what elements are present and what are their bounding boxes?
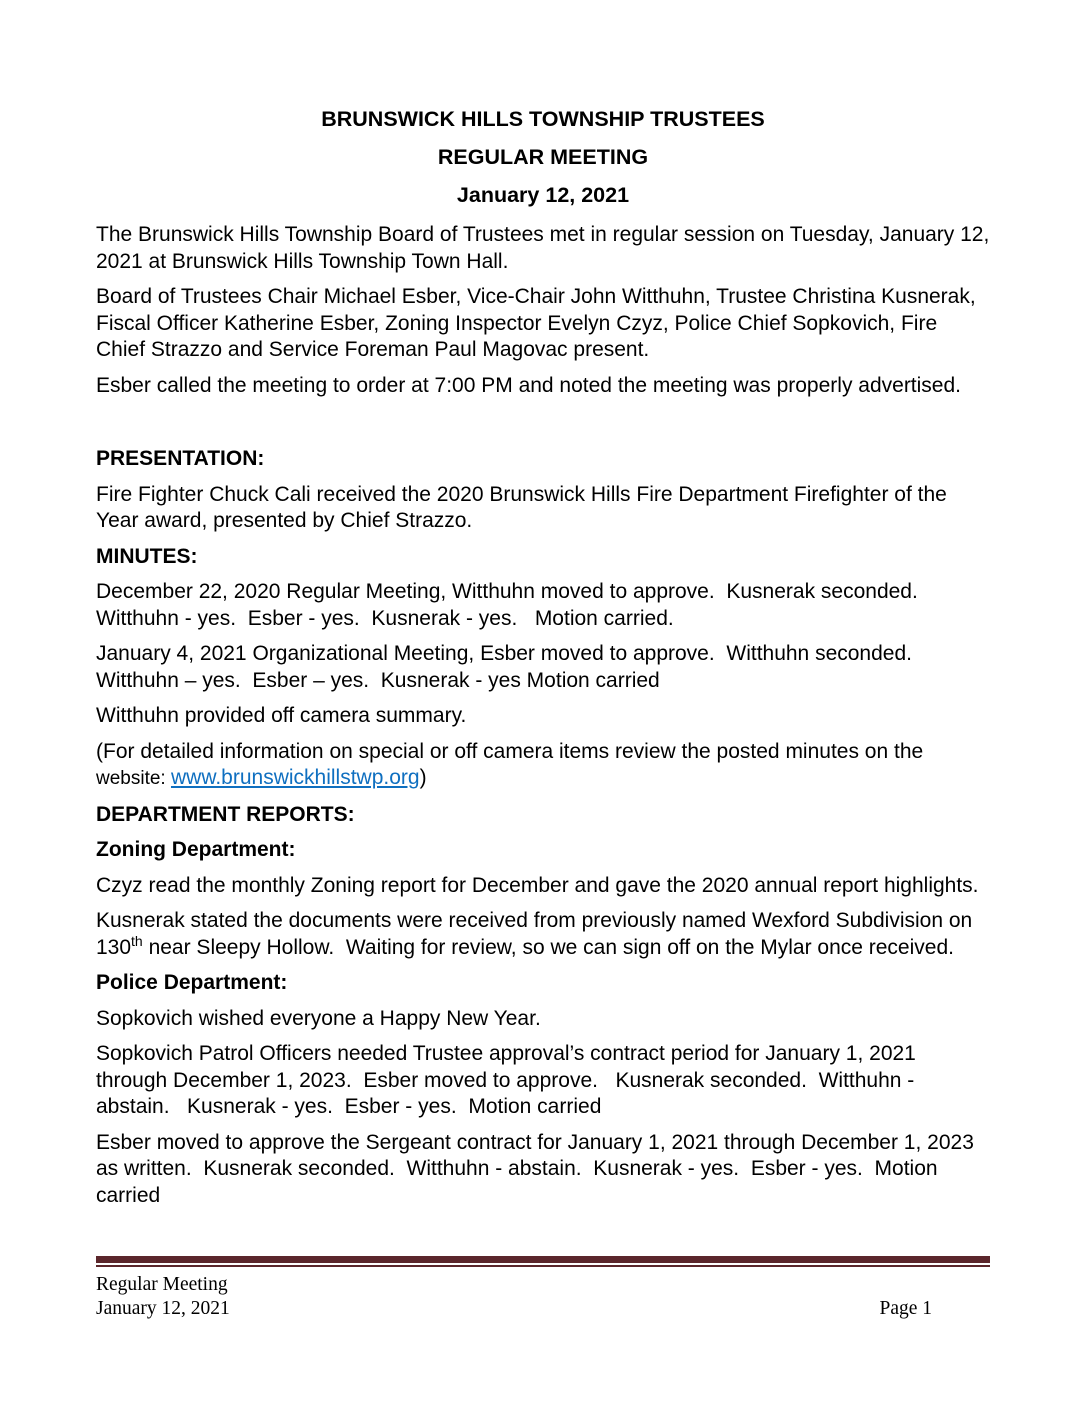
department-reports-heading: DEPARTMENT REPORTS: — [96, 802, 355, 826]
footer-rule-thin — [96, 1265, 990, 1267]
zoning-paragraph-2-text: Kusnerak stated the documents were received from previously named Wexford Subdivision on 130 — [96, 909, 979, 959]
police-paragraph-3: Esber moved to approve the Sergeant contract for January 1, 2021 through December 1, 2023 as written. Kusnerak seconded. Witthuhn - abstain. Kusnerak - yes. Esber - yes. Motion carried — [96, 1130, 980, 1207]
ordinal-superscript: th — [131, 932, 143, 949]
document-title: BRUNSWICK HILLS TOWNSHIP TRUSTEES — [321, 107, 765, 131]
minutes-paragraph-2: January 4, 2021 Organizational Meeting, Esber moved to approve. Witthuhn seconded. Witthuhn – yes. Esber – yes. Kusnerak - yes Motion carried — [96, 642, 924, 692]
minutes-note-prefix: (For detailed information on special or off camera items review the posted minutes on the — [96, 739, 930, 763]
police-paragraph-1: Sopkovich wished everyone a Happy New Year. — [96, 1006, 541, 1030]
zoning-department-heading: Zoning Department: — [96, 838, 296, 861]
minutes-note-suffix: ) — [419, 766, 427, 789]
zoning-paragraph-2 — [96, 908, 990, 961]
presentation-paragraph: Fire Fighter Chuck Cali received the 2020 Brunswick Hills Fire Department Firefighter of the Year award, presented by Chief Strazzo. — [96, 482, 953, 532]
minutes-note-paragraph — [96, 739, 990, 793]
presentation-heading: PRESENTATION: — [96, 447, 265, 470]
footer-meeting-info — [96, 1273, 230, 1320]
minutes-heading: MINUTES: — [96, 544, 198, 568]
minutes-paragraph-3: Witthuhn provided off camera summary. — [96, 704, 467, 727]
zoning-paragraph-1: Czyz read the monthly Zoning report for December and gave the 2020 annual report highlights. — [96, 873, 979, 897]
intro-paragraph-1: The Brunswick Hills Township Board of Trustees met in regular session on Tuesday, January 12, 2021 at Brunswick Hills Township Town Hall. — [96, 223, 996, 273]
page-footer — [96, 1256, 990, 1320]
minutes-note-website-label: website: — [96, 768, 171, 789]
footer-rule-thick — [96, 1256, 990, 1263]
footer-meeting-date: January 12, 2021 — [96, 1297, 230, 1319]
minutes-paragraph-1: December 22, 2020 Regular Meeting, Witthuhn moved to approve. Kusnerak seconded. Witthuhn - yes. Esber - yes. Kusnerak - yes. Motion carried. — [96, 580, 930, 630]
footer-meeting-type: Regular Meeting — [96, 1274, 228, 1295]
document-subtitle: REGULAR MEETING — [437, 145, 649, 169]
intro-paragraph-3: Esber called the meeting to order at 7:00 PM and noted the meeting was properly advertised. — [96, 373, 961, 397]
intro-paragraph-2: Board of Trustees Chair Michael Esber, Vice-Chair John Witthuhn, Trustee Christina Kusnerak, Fiscal Officer Katherine Esber, Zoning Inspector Evelyn Czyz, Police Chief Sopkovich, Fire Chief Strazzo and Service Foreman Paul Magovac present. — [96, 285, 982, 361]
police-paragraph-2: Sopkovich Patrol Officers needed Trustee approval’s contract period for January 1, 2021 through December 1, 2023. Esber moved to approve. Kusnerak seconded. Witthuhn - abstain. Kusnerak - yes. Esber - yes. Motion carried — [96, 1042, 922, 1118]
section-spacer — [96, 408, 990, 446]
document-date: January 12, 2021 — [456, 183, 630, 207]
police-department-heading: Police Department: — [96, 971, 288, 994]
document-body — [96, 106, 996, 1218]
website-link[interactable]: www.brunswickhillstwp.org — [170, 766, 420, 789]
footer-page-number: Page 1 — [879, 1297, 932, 1319]
zoning-paragraph-2-text-cont: near Sleepy Hollow. Waiting for review, so we can sign off on the Mylar once received. — [142, 935, 954, 959]
